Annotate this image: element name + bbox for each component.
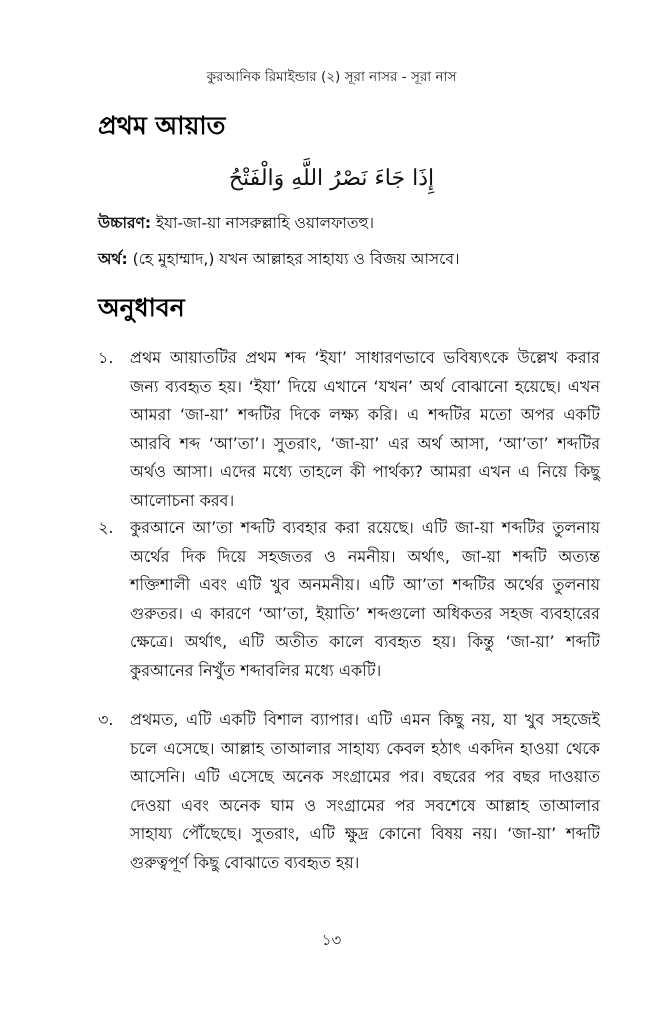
pronunciation-label: উচ্চারণ: bbox=[98, 214, 152, 232]
page-number: ১৩ bbox=[321, 931, 342, 949]
running-header: কুরআনিক রিমাইন্ডার (২) সূরা নাসর - সূরা নাস bbox=[206, 69, 457, 85]
meaning-label: অর্থ: bbox=[98, 250, 128, 268]
list-item-text: প্রথমত, এটি একটি বিশাল ব্যাপার। এটি এমন কিছু নয়, যা খুব সহজেই চলে এসেছে। আল্লাহ তাআলার সাহায্য কেবল হঠাৎ একদিন হাওয়া থেকে আসেনি। এটি এসেছে অনেক সংগ্রামের পর। বছরের পর বছর দাওয়াত দেওয়া এবং অনেক ঘাম ও সংগ্রামের পর সবশেষে আল্লাহ তাআলার সাহায্য পৌঁছেছে। সুতরাং, এটি ক্ষুদ্র কোনো বিষয় নয়। ‘জা-য়া’ শব্দটি গুরুত্বপূর্ণ কিছু বোঝাতে ব্যবহৃত হয়। bbox=[130, 710, 600, 872]
list-item-number: ৩. bbox=[98, 710, 114, 729]
meaning-line bbox=[98, 247, 460, 273]
arabic-ayah: إِذَا جَاءَ نَصْرُ اللَّهِ وَالْفَتْحُ bbox=[228, 166, 435, 191]
list-item bbox=[98, 706, 600, 877]
section-heading-first-ayah: প্রথম আয়াত bbox=[98, 111, 226, 140]
list-item-number: ২. bbox=[98, 518, 114, 537]
list-item bbox=[98, 514, 600, 685]
pronunciation-line bbox=[98, 211, 374, 237]
list-item-text: কুরআনে আ’তা শব্দটি ব্যবহার করা রয়েছে। এটি জা-য়া শব্দটির তুলনায় অর্থের দিক দিয়ে সহজতর ও নমনীয়। অর্থাৎ, জা-য়া শব্দটি অত্যন্ত শক্তিশালী এবং এটি খুব অনমনীয়। এটি আ’তা শব্দটির অর্থের তুলনায় গুরুতর। এ কারণে ‘আ’তা, ইয়াতি’ শব্দগুলো অধিকতর সহজ ব্যবহারের ক্ষেত্রে। অর্থাৎ, এটি অতীত কালে ব্যবহৃত হয়। কিন্তু ‘জা-য়া’ শব্দটি কুরআনের নিখুঁত শব্দাবলির মধ্যে একটি। bbox=[130, 518, 600, 680]
list-item bbox=[98, 344, 600, 515]
list-item-text: প্রথম আয়াতটির প্রথম শব্দ ‘ইযা’ সাধারণভাবে ভবিষ্যৎকে উল্লেখ করার জন্য ব্যবহৃত হয়। ‘ইযা’ দিয়ে এখানে ‘যখন’ অর্থ বোঝানো হয়েছে। এখন আমরা ‘জা-য়া’ শব্দটির দিকে লক্ষ্য করি। এ শব্দটির মতো অপর একটি আরবি শব্দ ‘আ’তা’। সুতরাং, ‘জা-য়া’ এর অর্থ আসা, ‘আ’তা’ শব্দটির অর্থও আসা। এদের মধ্যে তাহলে কী পার্থক্য? আমরা এখন এ নিয়ে কিছু আলোচনা করব। bbox=[130, 348, 600, 510]
section-heading-understanding: অনুধাবন bbox=[98, 293, 185, 322]
pronunciation-text: ইযা-জা-য়া নাসরুল্লাহি ওয়ালফাতহু। bbox=[151, 214, 375, 232]
meaning-text: (হে মুহাম্মাদ,) যখন আল্লাহর সাহায্য ও বিজয় আসবে। bbox=[127, 250, 460, 268]
list-item-number: ১. bbox=[98, 348, 114, 367]
